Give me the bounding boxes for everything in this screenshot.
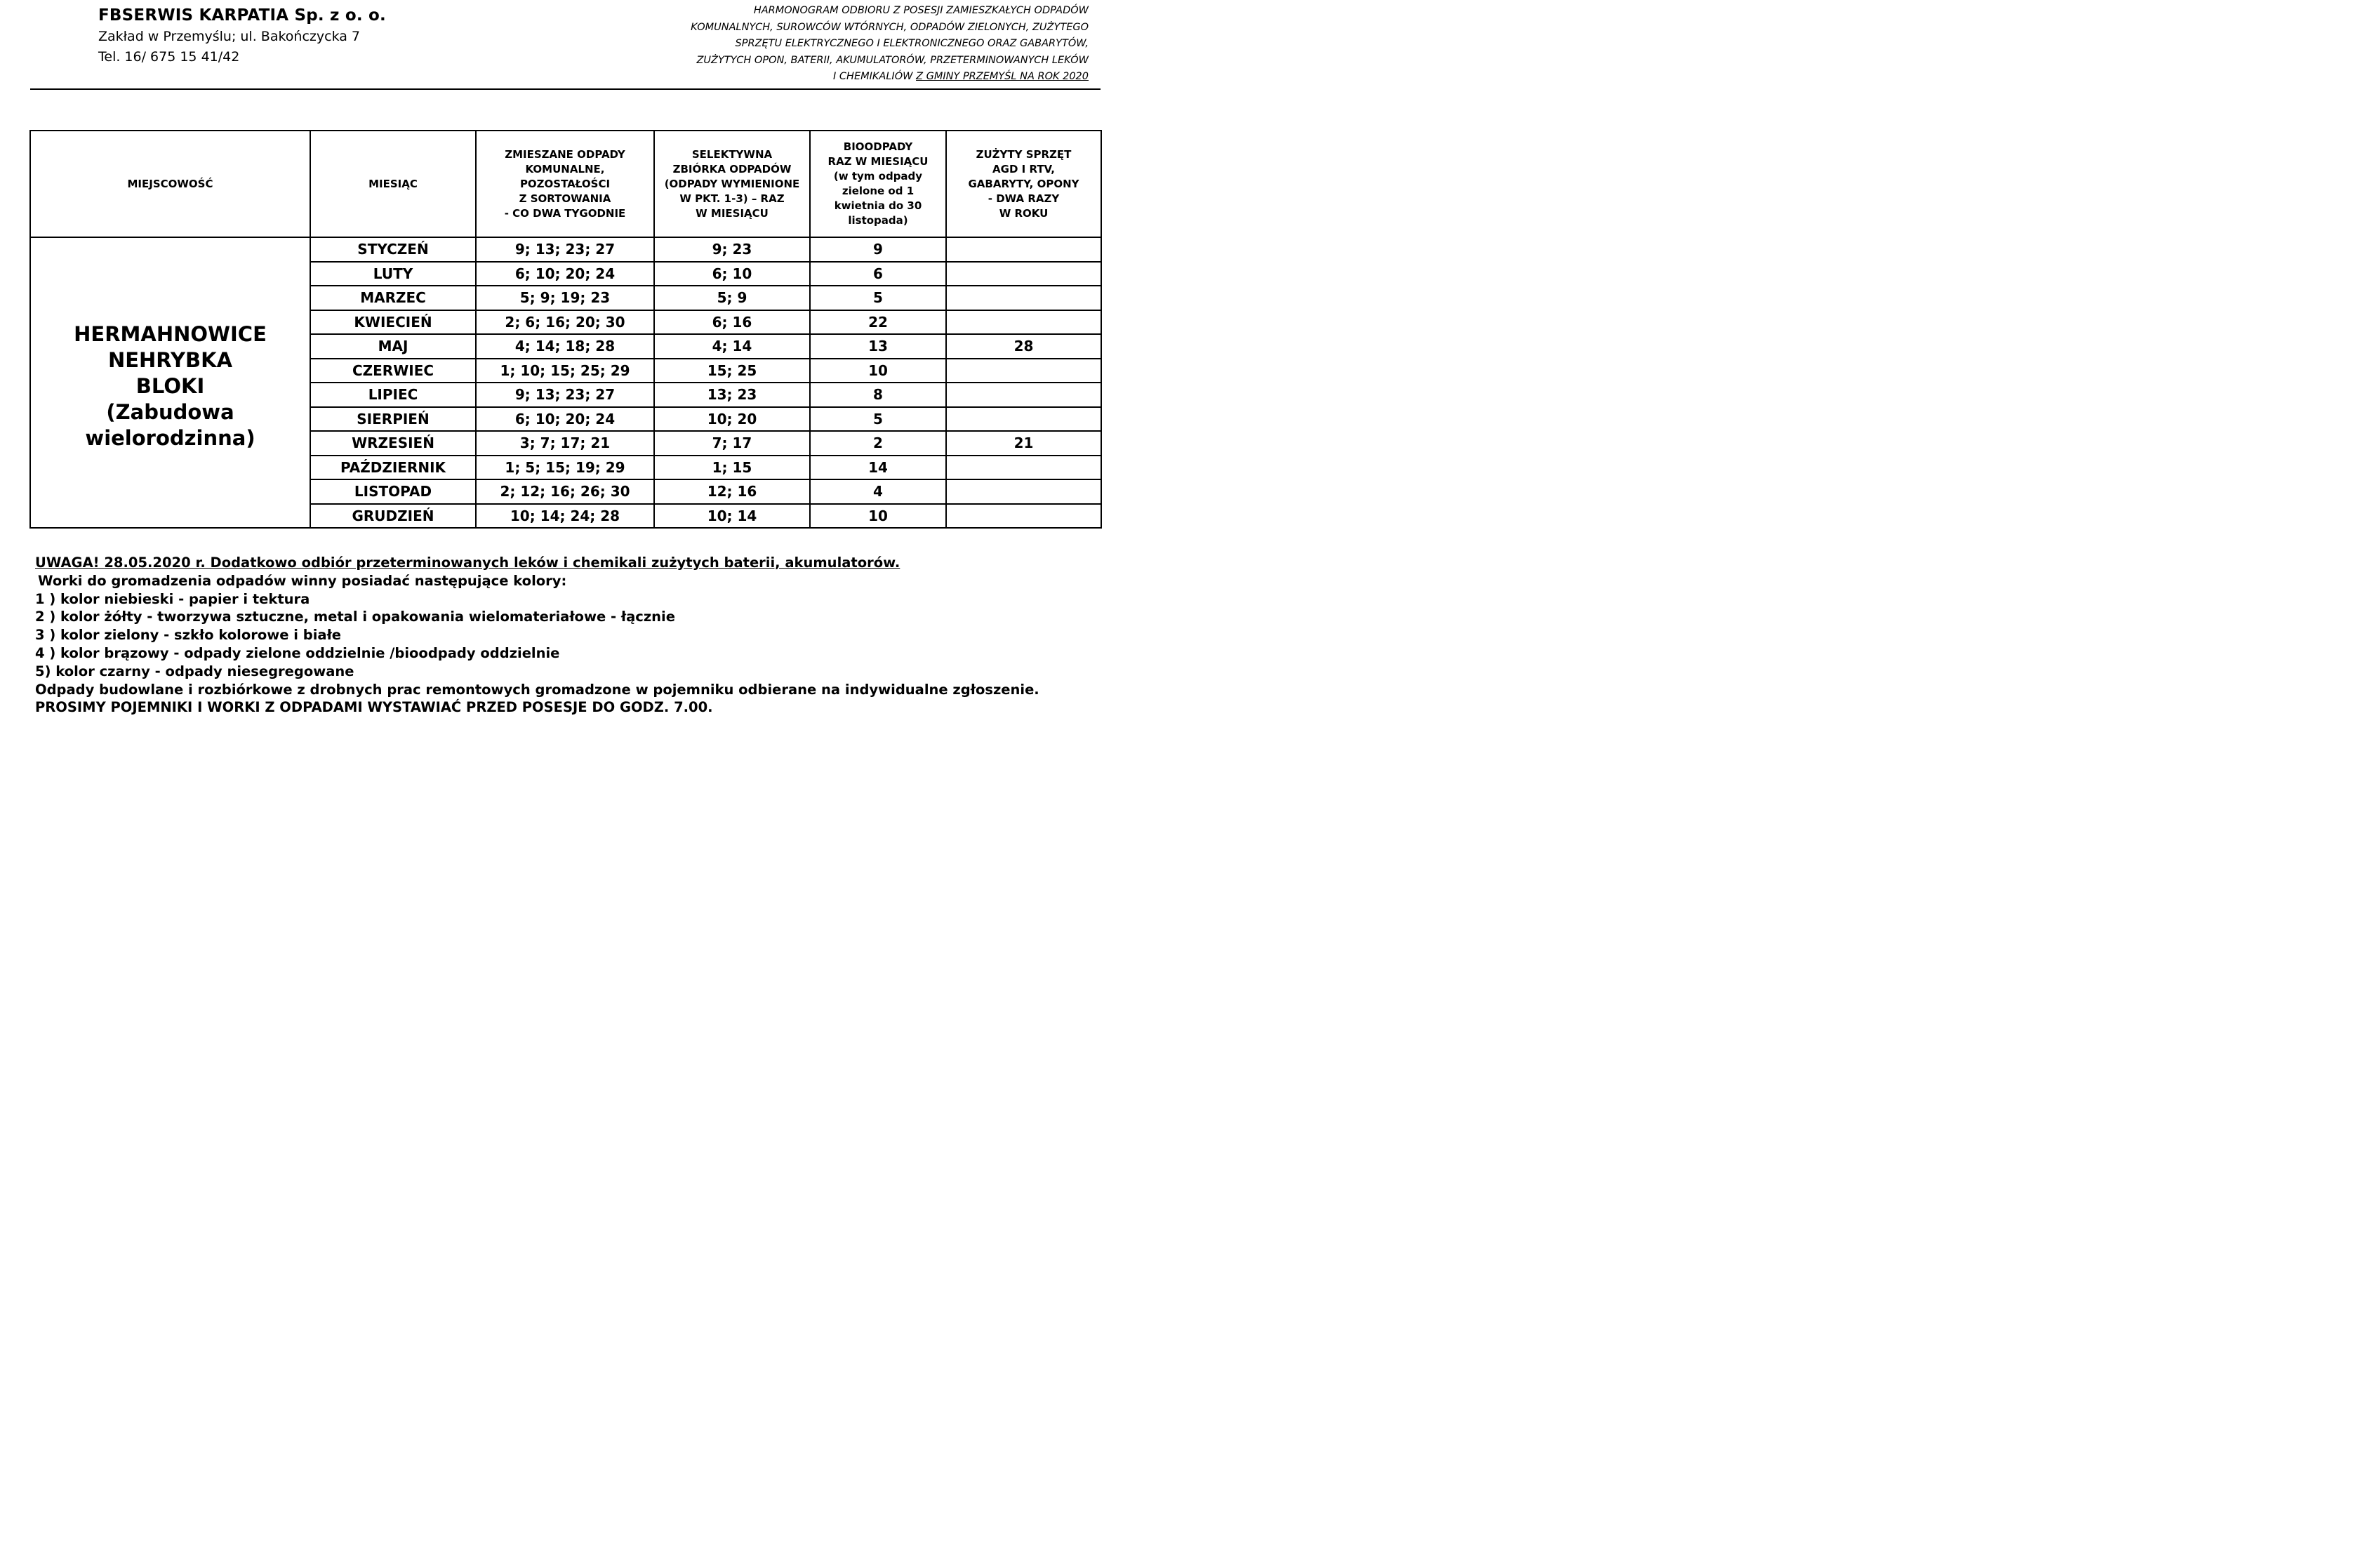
mixed-waste-cell: 6; 10; 20; 24 — [476, 262, 654, 286]
bulky-cell: 28 — [946, 334, 1101, 359]
bulky-cell: 21 — [946, 431, 1101, 456]
bulky-cell — [946, 456, 1101, 480]
notes-block — [35, 554, 1039, 717]
column-header-mixed-waste: ZMIESZANE ODPADY KOMUNALNE, POZOSTAŁOŚCI Z SORTOWANIA - CO DWA TYGODNIE — [476, 131, 654, 237]
title-line: SPRZĘTU ELEKTRYCZNEGO I ELEKTRONICZNEGO ORAZ GABARYTÓW, — [735, 38, 1089, 50]
month-cell: STYCZEŃ — [310, 237, 476, 262]
bio-waste-cell: 8 — [810, 383, 946, 407]
bulky-cell — [946, 310, 1101, 335]
month-cell: GRUDZIEŃ — [310, 504, 476, 529]
mixed-waste-cell: 1; 10; 15; 25; 29 — [476, 359, 654, 383]
company-block — [98, 4, 386, 67]
month-cell: KWIECIEŃ — [310, 310, 476, 335]
selective-cell: 9; 23 — [654, 237, 810, 262]
bio-waste-cell: 6 — [810, 262, 946, 286]
bio-waste-cell: 14 — [810, 456, 946, 480]
mixed-waste-cell: 1; 5; 15; 19; 29 — [476, 456, 654, 480]
mixed-waste-cell: 10; 14; 24; 28 — [476, 504, 654, 529]
bulky-cell — [946, 262, 1101, 286]
location-cell: HERMAHNOWICE NEHRYBKA BLOKI (Zabudowa wielorodzinna) — [30, 237, 310, 528]
note-line: 4 ) kolor brązowy - odpady zielone oddzielnie /bioodpady oddzielnie — [35, 644, 560, 661]
month-cell: LUTY — [310, 262, 476, 286]
selective-cell: 1; 15 — [654, 456, 810, 480]
note-line: Worki do gromadzenia odpadów winny posiadać następujące kolory: — [38, 572, 567, 589]
title-underlined-part: Z GMINY PRZEMYŚL NA ROK 2020 — [916, 71, 1089, 83]
company-phone: Tel. 16/ 675 15 41/42 — [98, 49, 240, 65]
notice-warning: UWAGA! 28.05.2020 r. Dodatkowo odbiór przeterminowanych leków i chemikali zużytych baterii, akumulatorów. — [35, 555, 900, 571]
header-divider — [30, 88, 1101, 90]
note-line: PROSIMY POJEMNIKI I WORKI Z ODPADAMI WYSTAWIAĆ PRZED POSESJE DO GODZ. 7.00. — [35, 699, 713, 716]
note-line: 2 ) kolor żółty - tworzywa sztuczne, metal i opakowania wielomateriałowe - łącznie — [35, 609, 675, 625]
bio-waste-cell: 22 — [810, 310, 946, 335]
bio-waste-cell: 2 — [810, 431, 946, 456]
title-line: KOMUNALNYCH, SUROWCÓW WTÓRNYCH, ODPADÓW ZIELONYCH, ZUŻYTEGO — [691, 21, 1089, 33]
note-line: Odpady budowlane i rozbiórkowe z drobnych prac remontowych gromadzone w pojemniku odbierane na indywidualne zgłoszenie. — [35, 681, 1039, 698]
column-header-month: MIESIĄC — [310, 131, 476, 237]
note-line: 1 ) kolor niebieski - papier i tektura — [35, 590, 310, 607]
collection-schedule-table — [29, 130, 1102, 529]
selective-cell: 7; 17 — [654, 431, 810, 456]
bulky-cell — [946, 359, 1101, 383]
selective-cell: 10; 14 — [654, 504, 810, 529]
table-row — [30, 237, 1101, 262]
month-cell: SIERPIEŃ — [310, 407, 476, 432]
column-header-bio-waste: BIOODPADY RAZ W MIESIĄCU (w tym odpady zielone od 1 kwietnia do 30 listopada) — [810, 131, 946, 237]
title-line: ZUŻYTYCH OPON, BATERII, AKUMULATORÓW, PRZETERMINOWANYCH LEKÓW — [696, 54, 1089, 66]
selective-cell: 15; 25 — [654, 359, 810, 383]
title-plain-part: I CHEMIKALIÓW — [833, 71, 917, 83]
bio-waste-cell: 4 — [810, 479, 946, 504]
month-cell: LIPIEC — [310, 383, 476, 407]
selective-cell: 12; 16 — [654, 479, 810, 504]
bio-waste-cell: 10 — [810, 504, 946, 529]
mixed-waste-cell: 9; 13; 23; 27 — [476, 237, 654, 262]
column-header-location: MIEJSCOWOŚĆ — [30, 131, 310, 237]
selective-cell: 5; 9 — [654, 286, 810, 310]
bulky-cell — [946, 479, 1101, 504]
column-header-selective: SELEKTYWNA ZBIÓRKA ODPADÓW (ODPADY WYMIENIONE W PKT. 1-3) – RAZ W MIESIĄCU — [654, 131, 810, 237]
mixed-waste-cell: 2; 6; 16; 20; 30 — [476, 310, 654, 335]
month-cell: LISTOPAD — [310, 479, 476, 504]
bio-waste-cell: 9 — [810, 237, 946, 262]
title-line-last — [597, 69, 1089, 86]
mixed-waste-cell: 4; 14; 18; 28 — [476, 334, 654, 359]
selective-cell: 4; 14 — [654, 334, 810, 359]
selective-cell: 10; 20 — [654, 407, 810, 432]
document-title — [597, 3, 1089, 86]
mixed-waste-cell: 3; 7; 17; 21 — [476, 431, 654, 456]
bio-waste-cell: 10 — [810, 359, 946, 383]
selective-cell: 6; 10 — [654, 262, 810, 286]
month-cell: CZERWIEC — [310, 359, 476, 383]
bio-waste-cell: 5 — [810, 286, 946, 310]
selective-cell: 6; 16 — [654, 310, 810, 335]
mixed-waste-cell: 9; 13; 23; 27 — [476, 383, 654, 407]
table-header-row — [30, 131, 1101, 237]
month-cell: MARZEC — [310, 286, 476, 310]
bulky-cell — [946, 383, 1101, 407]
bulky-cell — [946, 504, 1101, 529]
bulky-cell — [946, 286, 1101, 310]
note-line: 5) kolor czarny - odpady niesegregowane — [35, 663, 354, 679]
bio-waste-cell: 13 — [810, 334, 946, 359]
bulky-cell — [946, 407, 1101, 432]
month-cell: WRZESIEŃ — [310, 431, 476, 456]
title-line: HARMONOGRAM ODBIORU Z POSESJI ZAMIESZKAŁYCH ODPADÓW — [753, 5, 1089, 16]
bio-waste-cell: 5 — [810, 407, 946, 432]
mixed-waste-cell: 2; 12; 16; 26; 30 — [476, 479, 654, 504]
bulky-cell — [946, 237, 1101, 262]
selective-cell: 13; 23 — [654, 383, 810, 407]
mixed-waste-cell: 6; 10; 20; 24 — [476, 407, 654, 432]
note-line: 3 ) kolor zielony - szkło kolorowe i białe — [35, 627, 342, 644]
column-header-bulky: ZUŻYTY SPRZĘT AGD I RTV, GABARYTY, OPONY - DWA RAZY W ROKU — [946, 131, 1101, 237]
month-cell: MAJ — [310, 334, 476, 359]
company-address: Zakład w Przemyślu; ul. Bakończycka 7 — [98, 29, 361, 44]
month-cell: PAŹDZIERNIK — [310, 456, 476, 480]
mixed-waste-cell: 5; 9; 19; 23 — [476, 286, 654, 310]
company-name: FBSERWIS KARPATIA Sp. z o. o. — [98, 6, 386, 25]
